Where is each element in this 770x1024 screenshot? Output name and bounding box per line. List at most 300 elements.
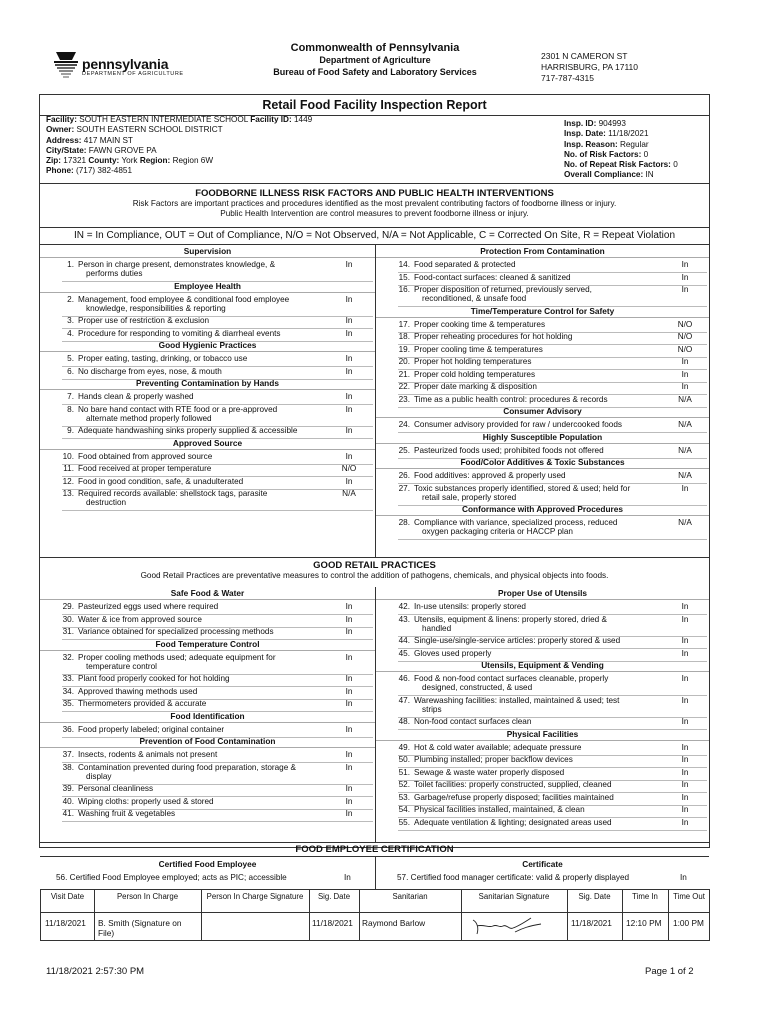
item-description	[414, 674, 679, 692]
item-status: In	[345, 404, 353, 414]
city-value: FAWN GROVE PA	[88, 145, 157, 155]
checklist-item	[398, 636, 709, 649]
item-description-line: Personal cleanliness	[78, 784, 154, 793]
row-divider	[62, 510, 373, 511]
time-in-value: 12:10 PM	[626, 918, 662, 928]
item-description-line: Food received at proper temperature	[78, 464, 212, 473]
section-heading: Highly Susceptible Population	[376, 431, 709, 444]
item-number: 15.	[398, 272, 410, 282]
risk-section-sub-2: Public Health Intervention are control measures to prevent foodborne illness or injury.	[220, 209, 529, 218]
item-status: In	[681, 285, 689, 294]
item-description-line: destruction	[86, 498, 127, 507]
item-number: 18.	[398, 332, 410, 341]
checklist-item	[398, 382, 709, 395]
item-number: 6.	[67, 366, 74, 376]
visit-header-sanitarian-signature: Sanitarian Signature	[478, 892, 550, 901]
item-number: 38.	[62, 762, 74, 772]
checklist-item	[62, 477, 375, 490]
item-description	[414, 345, 679, 354]
item-number: 35.	[62, 699, 74, 708]
sig-date-2-value: 11/18/2021	[571, 918, 612, 928]
sanitarian-signature-image	[469, 914, 549, 938]
risk-section-header	[40, 183, 709, 227]
checklist-item	[398, 320, 709, 333]
item-description-line: Proper use of restriction & exclusion	[78, 316, 210, 325]
checklist-item	[398, 484, 709, 506]
item-number: 1.	[67, 260, 74, 269]
checklist-item	[62, 784, 375, 797]
item-description-line: Proper cooking time & temperatures	[414, 319, 546, 329]
item-number: 43.	[398, 614, 410, 624]
owner-value: SOUTH EASTERN SCHOOL DISTRICT	[76, 125, 223, 135]
item-status: In	[345, 316, 353, 325]
insp-date-value: 11/18/2021	[608, 129, 649, 139]
sanitarian-value: Raymond Barlow	[362, 918, 426, 928]
item-status: In	[345, 699, 353, 708]
item-status: In	[681, 272, 689, 282]
item-description-line: Pasteurized foods used; prohibited foods not offered	[414, 445, 604, 455]
item-number: 30.	[62, 614, 74, 624]
address-value: 417 MAIN ST	[83, 135, 133, 145]
item-number: 42.	[398, 602, 410, 611]
time-out-value: 1:00 PM	[673, 918, 704, 928]
item-number: 9.	[67, 426, 74, 435]
item-description-line: Food in good condition, safe, & unadulterated	[78, 476, 244, 486]
checklist-item	[62, 405, 375, 427]
agency-address	[541, 51, 638, 84]
item-description	[414, 649, 679, 658]
item-description-line: Proper eating, tasting, drinking, or tobacco use	[78, 354, 248, 363]
checklist-item	[398, 273, 709, 286]
compliance-legend: IN = In Compliance, OUT = Out of Compliance, N/O = Not Observed, N/A = Not Applicable, C = Corrected On Site, R = Repeat Violation	[40, 227, 709, 245]
item-description	[414, 395, 679, 404]
cert-right-heading: Certificate	[522, 859, 563, 869]
section-heading: Prevention of Food Contamination	[40, 735, 375, 748]
cert-section-title: FOOD EMPLOYEE CERTIFICATION	[295, 844, 454, 855]
item-status: In	[681, 755, 689, 764]
item-description-line: Proper hot holding temperatures	[414, 357, 532, 366]
insp-date-label: Insp. Date:	[564, 129, 606, 139]
item-description	[414, 273, 679, 282]
item-description-line: reconditioned, & unsafe food	[422, 294, 527, 303]
checklist-item	[398, 260, 709, 273]
section-heading: Time/Temperature Control for Safety	[376, 305, 709, 318]
agency-line-2: Department of Agriculture	[319, 55, 431, 65]
city-label: City/State:	[46, 145, 87, 155]
item-description	[78, 367, 346, 376]
item-status: In	[345, 614, 353, 624]
item-status: In	[345, 476, 353, 486]
item-number: 33.	[62, 674, 74, 683]
item-number: 51.	[398, 767, 410, 777]
item-description	[414, 320, 679, 329]
item-number: 41.	[62, 809, 74, 818]
item-description	[414, 755, 679, 764]
item-description	[78, 464, 346, 473]
item-description	[414, 805, 679, 814]
item-status: N/A	[678, 518, 692, 527]
checklist-item	[398, 696, 709, 718]
good-column-divider	[375, 587, 376, 842]
checklist-item	[398, 285, 709, 307]
item-number: 52.	[398, 780, 410, 789]
item-description	[414, 743, 679, 752]
good-section-header	[40, 557, 709, 587]
item-status: N/A	[678, 471, 692, 480]
item-number: 48.	[398, 717, 410, 726]
owner-label: Owner:	[46, 125, 75, 135]
item-description	[414, 484, 679, 502]
item-description	[78, 295, 346, 313]
checklist-item	[398, 755, 709, 768]
item-number: 24.	[398, 420, 410, 429]
item-number: 54.	[398, 805, 410, 814]
section-heading: Preventing Contamination by Hands	[40, 377, 375, 390]
checklist-item	[62, 687, 375, 700]
item-number: 13.	[62, 489, 74, 498]
item-description-line: Proper cooling methods used; adequate equipment for	[78, 652, 276, 662]
item-number: 31.	[62, 627, 74, 636]
section-heading: Consumer Advisory	[376, 405, 709, 418]
printed-timestamp: 11/18/2021 2:57:30 PM	[46, 966, 145, 977]
pic-value: B. Smith (Signature on File)	[98, 918, 182, 938]
inspection-info	[564, 119, 678, 181]
item-number: 19.	[398, 344, 410, 354]
item-description	[78, 750, 346, 759]
item-description-line: Washing fruit & vegetables	[78, 809, 176, 818]
checklist-item	[62, 452, 375, 465]
section-heading: Employee Health	[40, 280, 375, 293]
item-number: 46.	[398, 674, 410, 683]
checklist-item	[62, 260, 375, 282]
overall-label: Overall Compliance:	[564, 170, 644, 180]
item-status: In	[345, 294, 353, 304]
item-number: 53.	[398, 792, 410, 802]
item-description	[78, 489, 346, 507]
row-divider	[62, 821, 373, 822]
item-description-line: Toxic substances properly identified, stored & used; held for	[414, 483, 631, 493]
item-status: In	[345, 686, 353, 696]
item-description-line: alternate method properly followed	[86, 413, 212, 423]
section-heading: Approved Source	[40, 437, 375, 450]
checklist-item	[398, 345, 709, 358]
item-description	[78, 699, 346, 708]
item-number: 20.	[398, 357, 410, 366]
item-status: In	[345, 674, 353, 683]
item-description	[78, 627, 346, 636]
item-number: 16.	[398, 285, 410, 294]
item-description	[414, 602, 679, 611]
risk-count-value: 0	[643, 149, 649, 159]
item-description	[78, 653, 346, 671]
item-description-line: No bare hand contact with RTE food or a pre-approved	[78, 404, 278, 414]
checklist-item	[398, 780, 709, 793]
checklist-item	[62, 316, 375, 329]
item-description-line: Food separated & protected	[414, 260, 516, 269]
item-status: In	[345, 750, 353, 759]
item-description-line: Toilet facilities: properly constructed, supplied, cleaned	[414, 780, 612, 789]
section-heading: Food Identification	[40, 710, 375, 723]
item-description-line: Person in charge present, demonstrates knowledge, &	[78, 260, 276, 269]
item-status: N/A	[678, 394, 692, 404]
repeat-count-label: No. of Repeat Risk Factors:	[564, 160, 671, 170]
item-status: In	[345, 260, 353, 269]
item-description	[414, 357, 679, 366]
item-description-line: Non-food contact surfaces clean	[414, 717, 532, 726]
item-description	[414, 420, 679, 429]
item-description	[78, 392, 346, 401]
item-description	[414, 615, 679, 633]
item-description	[78, 316, 346, 325]
checklist-item	[62, 392, 375, 405]
item-status: In	[681, 483, 689, 493]
cert-item-57	[397, 873, 629, 882]
checklist-item	[62, 763, 375, 785]
item-description	[78, 329, 346, 338]
item-status: In	[681, 742, 689, 752]
item-status: In	[681, 648, 689, 658]
item-description-line: performs duties	[86, 269, 143, 278]
item-description-line: In-use utensils: properly stored	[414, 602, 526, 611]
item-description-line: designed, constructed, & used	[422, 683, 533, 692]
visit-date-value: 11/18/2021	[45, 918, 86, 928]
checklist-item	[398, 805, 709, 818]
item-status: In	[681, 805, 689, 814]
item-number: 4.	[67, 328, 74, 338]
item-description-line: handled	[422, 623, 452, 633]
item-status: In	[345, 451, 353, 461]
item-number: 25.	[398, 445, 410, 455]
item-status: In	[681, 717, 689, 726]
agency-heading	[250, 42, 500, 78]
checklist-item	[62, 674, 375, 687]
item-description	[78, 405, 346, 423]
item-number: 10.	[62, 451, 74, 461]
item-description	[414, 818, 679, 827]
checklist-item	[398, 357, 709, 370]
checklist-item	[62, 809, 375, 822]
item-status: In	[345, 426, 353, 435]
item-description-line: Warewashing facilities: installed, maintained & used; test	[414, 695, 620, 705]
zip-value: 17321	[63, 156, 87, 166]
item-description	[414, 793, 679, 802]
section-heading: Food/Color Additives & Toxic Substances	[376, 456, 709, 469]
item-description-line: Proper date marking & disposition	[414, 382, 537, 391]
item-status: In	[681, 260, 689, 269]
item-description	[414, 370, 679, 379]
checklist-item	[398, 674, 709, 696]
good-section-sub: Good Retail Practices are preventative measures to control the addition of pathogens, chemicals, and physical objects into foods.	[140, 571, 609, 580]
item-description-line: No discharge from eyes, nose, & mouth	[78, 366, 222, 376]
insp-reason-value: Regular	[619, 139, 649, 149]
item-description-line: Pasteurized eggs used where required	[78, 602, 219, 611]
item-number: 27.	[398, 483, 410, 493]
item-number: 50.	[398, 755, 410, 764]
item-description	[78, 797, 346, 806]
checklist-item	[398, 768, 709, 781]
repeat-count-value: 0	[673, 160, 678, 170]
item-number: 49.	[398, 742, 410, 752]
agency-line-1: Commonwealth of Pennsylvania	[290, 42, 460, 54]
item-description	[414, 471, 679, 480]
item-description-line: Food obtained from approved source	[78, 451, 213, 461]
facility-id: 1449	[293, 115, 313, 124]
item-status: In	[345, 762, 353, 772]
item-description	[78, 354, 346, 363]
item-description	[414, 285, 679, 303]
item-description-line: Adequate handwashing sinks properly supplied & accessible	[78, 426, 298, 435]
item-number: 47.	[398, 695, 410, 705]
address-label: Address:	[46, 135, 82, 145]
address-line-2: HARRISBURG, PA 17110	[541, 62, 639, 72]
item-description-line: Time as a public health control: procedures & records	[414, 394, 608, 404]
item-status: N/O	[677, 332, 693, 341]
risk-count-label: No. of Risk Factors:	[564, 149, 642, 159]
item-number: 37.	[62, 750, 74, 759]
section-heading: Physical Facilities	[376, 728, 709, 741]
item-description-line: Variance obtained for specialized processing methods	[78, 627, 274, 636]
item-description-line: Single-use/single-service articles: properly stored & used	[414, 636, 621, 645]
facility-info	[46, 115, 312, 177]
item-status: In	[345, 652, 353, 662]
cert-left-heading: Certified Food Employee	[158, 859, 257, 869]
risk-section-sub-1: Risk Factors are important practices and procedures identified as the most prevalent contributing factors of foodborne illness or injury.	[132, 199, 617, 208]
item-description-line: Required records available: shellstock tags, parasite	[78, 489, 268, 498]
checklist-item	[398, 518, 709, 540]
sig-date-value: 11/18/2021	[312, 918, 353, 928]
address-line-1: 2301 N CAMERON ST	[541, 51, 628, 61]
visit-header-pic: Person In Charge	[116, 892, 179, 901]
cert-item-56-status: In	[344, 873, 351, 882]
item-description-line: Plumbing installed; proper backflow devices	[414, 755, 573, 764]
item-description	[414, 260, 679, 269]
item-number: 28.	[398, 518, 410, 527]
region-label: Region:	[139, 156, 171, 166]
item-description-line: Adequate ventilation & lighting; designated areas used	[414, 817, 612, 827]
item-status: N/A	[342, 489, 356, 498]
item-description-line: Insects, rodents & animals not present	[78, 750, 218, 759]
section-heading: Supervision	[40, 245, 375, 258]
item-description-line: temperature control	[86, 661, 157, 671]
item-description	[414, 518, 679, 536]
item-status: In	[681, 382, 689, 391]
item-description	[78, 809, 346, 818]
item-status: In	[681, 792, 689, 802]
item-number: 39.	[62, 784, 74, 793]
keystone-icon	[52, 50, 80, 82]
item-number: 22.	[398, 382, 410, 391]
facility-id-label: Facility ID:	[250, 115, 292, 124]
item-status: In	[345, 354, 353, 363]
item-description-line: Hot & cold water available; adequate pressure	[414, 742, 582, 752]
checklist-item	[62, 354, 375, 367]
cert-item-57-number: 57.	[397, 873, 409, 882]
visit-header-sanitarian: Sanitarian	[392, 892, 428, 901]
row-divider	[398, 830, 707, 831]
insp-id-value: 904993	[598, 119, 626, 128]
item-description-line: Approved thawing methods used	[78, 686, 198, 696]
item-description-line: Water & ice from approved source	[78, 614, 202, 624]
row-divider	[398, 539, 707, 540]
risk-section-title: FOODBORNE ILLNESS RISK FACTORS AND PUBLIC HEALTH INTERVENTIONS	[195, 188, 554, 199]
item-description-line: Compliance with variance, specialized process, reduced	[414, 518, 618, 527]
item-description	[414, 717, 679, 726]
report-title: Retail Food Facility Inspection Report	[39, 94, 710, 116]
item-status: In	[681, 695, 689, 705]
section-heading: Safe Food & Water	[40, 587, 375, 600]
checklist-item	[62, 295, 375, 317]
item-description-line: oxygen packaging criteria or HACCP plan	[422, 527, 573, 536]
item-description-line: Food & non-food contact surfaces cleanable, properly	[414, 674, 609, 683]
visit-header-visit-date: Visit Date	[50, 892, 85, 901]
item-number: 45.	[398, 648, 410, 658]
item-description-line: Proper cooling time & temperatures	[414, 344, 543, 354]
item-description-line: knowledge, responsibilities & reporting	[86, 303, 226, 313]
item-description-line: retail sale, properly stored	[422, 492, 517, 502]
item-number: 11.	[63, 464, 74, 473]
item-number: 5.	[67, 354, 74, 363]
section-heading: Good Hygienic Practices	[40, 339, 375, 352]
visit-table	[40, 889, 710, 941]
checklist-item	[62, 602, 375, 615]
section-heading: Food Temperature Control	[40, 638, 375, 651]
cert-item-56-number: 56.	[56, 873, 68, 882]
department-logo	[52, 50, 192, 84]
item-description-line: Utensils, equipment & linens: properly stored, dried &	[414, 614, 607, 624]
overall-value: IN	[645, 170, 654, 180]
item-number: 21.	[398, 369, 410, 379]
item-description-line: Wiping cloths: properly used & stored	[78, 796, 214, 806]
county-label: County:	[88, 156, 120, 166]
item-status: In	[345, 602, 353, 611]
phone-value: (717) 382-4851	[76, 166, 133, 176]
item-status: N/O	[677, 344, 693, 354]
item-status: N/A	[678, 445, 692, 455]
item-number: 40.	[62, 796, 74, 806]
item-number: 2.	[67, 294, 74, 304]
item-status: In	[345, 392, 353, 401]
item-status: In	[681, 636, 689, 645]
item-description-line: Food additives: approved & properly used	[414, 471, 566, 480]
item-status: N/O	[341, 464, 357, 473]
item-status: In	[345, 328, 353, 338]
item-number: 17.	[398, 319, 410, 329]
item-status: In	[345, 724, 353, 734]
item-status: In	[345, 627, 353, 636]
section-heading: Utensils, Equipment & Vending	[376, 659, 709, 672]
visit-header-pic-signature: Person In Charge Signature	[206, 892, 304, 901]
item-number: 23.	[398, 394, 410, 404]
item-description-line: Physical facilities installed, maintained, & clean	[414, 805, 585, 814]
item-description	[78, 725, 346, 734]
visit-header-sig-date-2: Sig. Date	[578, 892, 611, 901]
cert-item-56-text: Certified Food Employee employed; acts as PIC; accessible	[69, 873, 287, 882]
logo-subtitle: DEPARTMENT OF AGRICULTURE	[82, 71, 184, 77]
checklist-item	[62, 489, 375, 511]
item-description	[414, 780, 679, 789]
item-description-line: Plant food properly cooked for hot holding	[78, 674, 230, 683]
item-status: In	[681, 674, 689, 683]
item-status: In	[345, 796, 353, 806]
checklist-item	[398, 332, 709, 345]
agency-line-3: Bureau of Food Safety and Laboratory Services	[273, 67, 477, 77]
item-status: In	[345, 809, 353, 818]
item-description-line: Consumer advisory provided for raw / undercooked foods	[414, 420, 622, 429]
insp-reason-label: Insp. Reason:	[564, 139, 618, 149]
item-number: 12.	[62, 476, 74, 486]
item-description	[78, 784, 346, 793]
visit-header-sig-date: Sig. Date	[317, 892, 351, 901]
